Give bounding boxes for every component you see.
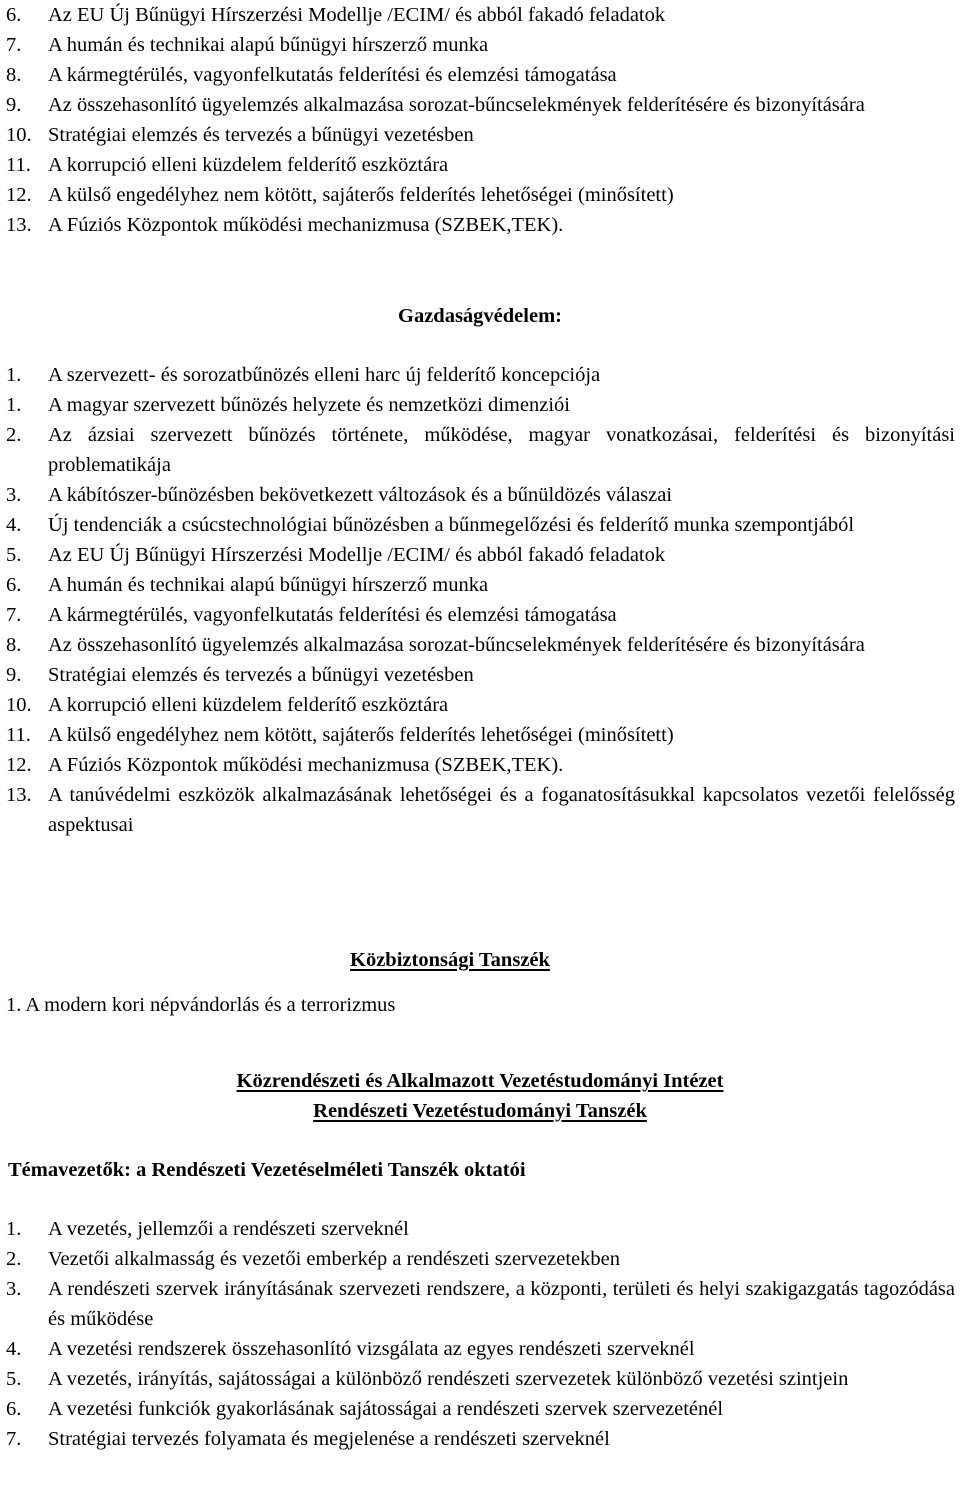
list-item-text: Stratégiai elemzés és tervezés a bűnügyi vezetésben: [48, 664, 474, 686]
list-item-text: A vezetési funkciók gyakorlásának sajátosságai a rendészeti szervek szervezeténél: [48, 1398, 724, 1420]
list-item: [0, 600, 955, 630]
list-item-number: 10.: [6, 694, 32, 716]
list-item: [0, 210, 955, 240]
list-item-number: 7.: [6, 1428, 22, 1450]
list-item-text: A kármegtérülés, vagyonfelkutatás felderítési és elemzési támogatása: [48, 64, 617, 86]
topic-list-criminal-intelligence: [0, 0, 955, 240]
topic-list-rendeszeti-vezetes: [0, 1214, 955, 1454]
list-item: [0, 1214, 955, 1244]
list-item-text: Az összehasonlító ügyelemzés alkalmazása sorozat-bűncselekmények felderítésére és bizonyítására: [48, 634, 865, 656]
list-item: [0, 1244, 955, 1274]
section-heading-kozbiztonsagi: [350, 945, 550, 975]
list-item-number: 4.: [6, 1338, 22, 1360]
list-item-number: 6.: [6, 4, 22, 26]
list-item-number: 12.: [6, 754, 32, 776]
list-item-text: Az EU Új Bűnügyi Hírszerzési Modellje /ECIM/ és abból fakadó feladatok: [48, 4, 666, 26]
list-item: [0, 120, 955, 150]
kozbiztonsagi-topic-item: 1. A modern kori népvándorlás és a terrorizmus: [6, 994, 396, 1016]
list-item-number: 3.: [6, 1278, 22, 1300]
list-item-text: A humán és technikai alapú bűnügyi hírszerző munka: [48, 574, 489, 596]
list-item: [0, 60, 955, 90]
list-item: [0, 180, 955, 210]
list-item-number: 5.: [6, 1368, 22, 1390]
list-item-number: 1.: [6, 1218, 22, 1240]
list-item: [0, 630, 955, 660]
list-item: [0, 1394, 955, 1424]
list-item-text: Stratégiai elemzés és tervezés a bűnügyi vezetésben: [48, 124, 474, 146]
list-item-number: 7.: [6, 604, 22, 626]
list-item: [0, 150, 955, 180]
list-item: [0, 30, 955, 60]
list-item: [0, 90, 955, 120]
list-item-number: 9.: [6, 664, 22, 686]
list-item: [0, 570, 955, 600]
list-item-number: 1.: [6, 364, 22, 386]
list-item-text: A korrupció elleni küzdelem felderítő eszköztára: [48, 694, 449, 716]
topic-list-gazdasagvedelem: [0, 360, 955, 840]
list-item-number: 9.: [6, 94, 22, 116]
list-item: [0, 390, 955, 420]
list-item-text: A vezetési rendszerek összehasonlító vizsgálata az egyes rendészeti szerveknél: [48, 1338, 695, 1360]
list-item: [0, 690, 955, 720]
list-item: [0, 750, 955, 780]
list-item: [0, 720, 955, 750]
list-item-text: A szervezett- és sorozatbűnözés elleni harc új felderítő koncepciója: [48, 364, 601, 386]
list-item-number: 12.: [6, 184, 32, 206]
list-item: [0, 0, 955, 30]
list-item-number: 4.: [6, 514, 22, 536]
list-item-text: Vezetői alkalmasság és vezetői emberkép a rendészeti szervezetekben: [48, 1248, 620, 1270]
list-item: [0, 1364, 955, 1394]
list-item-text: A tanúvédelmi eszközök alkalmazásának lehetőségei és a foganatosításukkal kapcsolatos vezetői felelősség aspektusai: [48, 784, 955, 836]
list-item-number: 11.: [6, 724, 31, 746]
list-item-text: A humán és technikai alapú bűnügyi hírszerző munka: [48, 34, 489, 56]
list-item-number: 1.: [6, 394, 22, 416]
institute-heading: [0, 1066, 960, 1096]
list-item-number: 8.: [6, 64, 22, 86]
list-item-text: Új tendenciák a csúcstechnológiai bűnözésben a bűnmegelőzési és felderítő munka szempontjából: [48, 514, 855, 536]
list-item-text: A külső engedélyhez nem kötött, sajáterős felderítés lehetőségei (minősített): [48, 724, 674, 746]
list-item-number: 3.: [6, 484, 22, 506]
list-item: [0, 1274, 955, 1334]
list-item: [0, 780, 955, 840]
list-item: [0, 1424, 955, 1454]
list-item: [0, 510, 955, 540]
list-item-number: 10.: [6, 124, 32, 146]
list-item: [0, 1334, 955, 1364]
list-item-text: A rendészeti szervek irányításának szervezeti rendszere, a központi, területi és helyi szakigazgatás tagozódása és működése: [48, 1278, 955, 1330]
list-item: [0, 480, 955, 510]
list-item: [0, 360, 955, 390]
list-item-text: A Fúziós Központok működési mechanizmusa (SZBEK,TEK).: [48, 754, 564, 776]
list-item-number: 5.: [6, 544, 22, 566]
list-item-number: 13.: [6, 214, 32, 236]
list-item-number: 11.: [6, 154, 31, 176]
list-item-text: A kábítószer-bűnözésben bekövetkezett változások és a bűnüldözés válaszai: [48, 484, 673, 506]
department-heading-text: Rendészeti Vezetéstudományi Tanszék: [313, 1100, 647, 1122]
list-item: [0, 540, 955, 570]
list-item-number: 7.: [6, 34, 22, 56]
list-item-number: 8.: [6, 634, 22, 656]
list-item-number: 13.: [6, 784, 32, 806]
section-heading-gazdasagvedelem: Gazdaságvédelem:: [398, 305, 562, 327]
list-item-text: A külső engedélyhez nem kötött, sajáterős felderítés lehetőségei (minősített): [48, 184, 674, 206]
department-heading: [0, 1096, 960, 1126]
list-item-text: Az összehasonlító ügyelemzés alkalmazása sorozat-bűncselekmények felderítésére és bizonyítására: [48, 94, 865, 116]
supervisors-heading: Témavezetők: a Rendészeti Vezetéselméleti Tanszék oktatói: [8, 1159, 526, 1181]
list-item-text: A magyar szervezett bűnözés helyzete és nemzetközi dimenziói: [48, 394, 570, 416]
list-item-text: A vezetés, jellemzői a rendészeti szerveknél: [48, 1218, 409, 1240]
list-item-text: A vezetés, irányítás, sajátosságai a különböző rendészeti szervezetek különböző vezetési szintjein: [48, 1368, 849, 1390]
list-item: [0, 660, 955, 690]
list-item-text: Stratégiai tervezés folyamata és megjelenése a rendészeti szerveknél: [48, 1428, 610, 1450]
list-item-text: A Fúziós Központok működési mechanizmusa (SZBEK,TEK).: [48, 214, 564, 236]
list-item-number: 2.: [6, 424, 22, 446]
list-item-text: Az EU Új Bűnügyi Hírszerzési Modellje /ECIM/ és abból fakadó feladatok: [48, 544, 666, 566]
list-item-number: 6.: [6, 574, 22, 596]
list-item-number: 6.: [6, 1398, 22, 1420]
list-item: [0, 420, 955, 480]
list-item-text: A korrupció elleni küzdelem felderítő eszköztára: [48, 154, 449, 176]
list-item-text: Az ázsiai szervezett bűnözés története, működése, magyar vonatkozásai, felderítési és bizonyítási problematikája: [48, 424, 955, 476]
institute-heading-text: Közrendészeti és Alkalmazott Vezetéstudományi Intézet: [236, 1070, 724, 1092]
section-heading-kozbiztonsagi-text: Közbiztonsági Tanszék: [350, 949, 550, 971]
list-item-text: A kármegtérülés, vagyonfelkutatás felderítési és elemzési támogatása: [48, 604, 617, 626]
list-item-number: 2.: [6, 1248, 22, 1270]
